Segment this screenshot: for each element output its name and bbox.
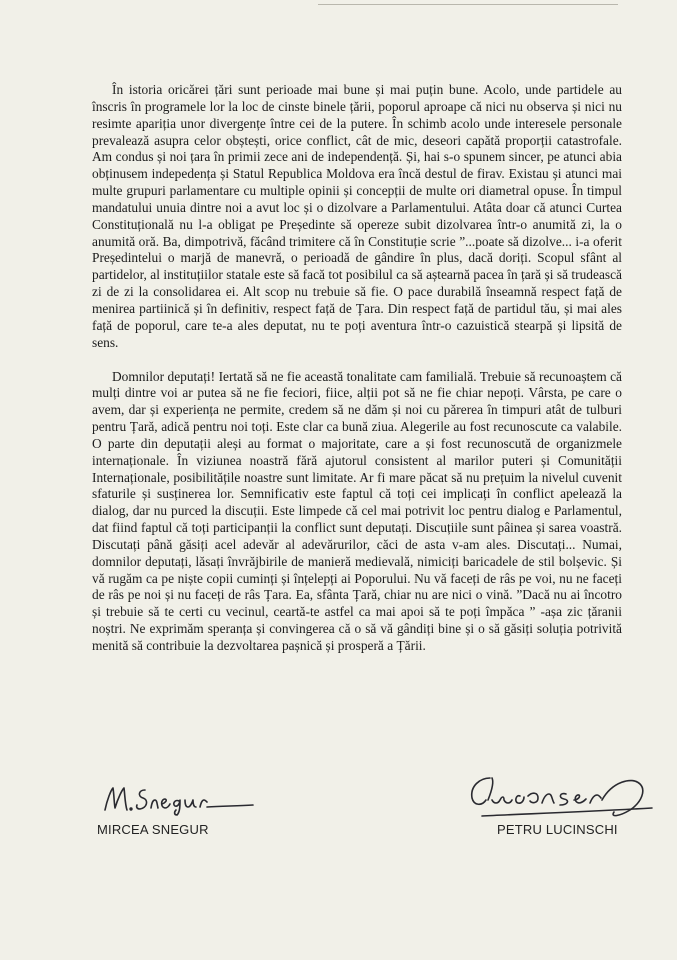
- paragraph-2: Domnilor deputați! Iertată să ne fie această tonalitate cam familială. Trebuie să recunoaștem că mulți dintre voi ar putea să ne fie feciori, fiice, alții pot să ne fie chiar nepoți. Vârsta, pe care o avem, dar și experiența ne permite, credem să ne dăm și noi cu părerea în timpuri atât de tulburi pentru Țară, adică pentru noi toți. Este clar ca bună ziua. Alegerile au fost recunoscute ca valabile. O parte din deputații aleși au format o majoritate, care a și fost recunoscută de organizmele internaționale. În viziunea noastră fără ajutorul consistent al marilor puteri și Comunității Internaționale, posibilitățile noastre sunt limitate. Ar fi mare păcat să nu prețuim la nivelul cuvenit sfaturile și susținerea lor. Semnificativ este faptul că toți cei implicați în conflict apelează la dialog, dar nu purced la discuții. Este limpede că cel mai potrivit loc pentru dialog e Parlamentul, dat fiind faptul că toți participanții la conflict sunt deputați. Discuțiile sunt pâinea și sarea voastră. Discutați până găsiți acel adevăr al adevărurilor, căci de asta v-am ales. Discutați... Numai, domnilor deputați, lăsați învrăjbirile de manieră medievală, nimiciți baricadele de stil bolșevic. Și vă rugăm ca pe niște copii cuminți și înțelepți ai Poporului. Nu vă faceți de râs pe voi, nu ne faceți de râs pe noi și nu faceți de râs Țara. Ea, sfânta Țară, chiar nu are nici o vină. ”Dacă nu ai încotro și trebuie să te certi cu vecinul, ceartă-te astfel ca mai apoi să te poți împăca ” -așa zic țăranii noștri. Ne exprimăm speranța și convingerea că o să vă gândiți bine și o să găsiți soluția potrivită menită să contribuie la dezvoltarea pașnică și prosperă a Țării.: [92, 368, 622, 653]
- letter-body: [92, 82, 622, 655]
- signature-lucinschi-icon: [462, 770, 662, 824]
- signatory-name-left: MIRCEA SNEGUR: [97, 822, 209, 837]
- signature-snegur-icon: [97, 780, 257, 816]
- signatory-name-right: PETRU LUCINSCHI: [497, 822, 618, 837]
- paragraph-1: În istoria oricărei țări sunt perioade mai bune și mai puțin bune. Acolo, unde partidele au înscris în programele lor la loc de cinste binele țării, poporul aproape că nici nu observa și nici nu resimte apariția unor divergențe între cei de la putere. În schimb acolo unde interesele personale prevalează asupra celor obștești, orice conflict, cât de mic, deseori capătă proporții catastrofale. Am condus și noi țara în primii zece ani de independență. Și, hai s-o spunem sincer, pe atunci abia obținusem indepedența și Statul Republica Moldova era încă destul de firav. Existau și atunci mai multe grupuri parlamentare cu multiple opinii și concepții de multe ori diametral opuse. În timpul mandatului unuia dintre noi a avut loc și o dizolvare a Parlamentului. Atâta doar că atunci Curtea Constituțională nu l-a obligat pe Președinte să opereze subit dizolvarea într-o anumită zi, la o anumită oră. Ba, dimpotrivă, făcând trimitere că în Constituție scrie ”...poate să dizolve... i-a oferit Președintelui o marjă de manevră, o perioadă de gândire în plus, dacă doriți. Scopul sfânt al partidelor, al instituțiilor statale este să facă tot posibilul ca să aștearnă pacea în țară și să trudească zi de zi la consolidarea ei. Alt scop nu trebuie să fie. O pace durabilă înseamnă respect față de menirea partiinică și în definitiv, respect față de Țara. Din respect față de partidul tău, și mai ales față de poporul, care te-a ales deputat, nu te poți aventura într-o cazuistică stearpă și lipsită de sens.: [92, 82, 622, 350]
- top-divider: [318, 4, 618, 5]
